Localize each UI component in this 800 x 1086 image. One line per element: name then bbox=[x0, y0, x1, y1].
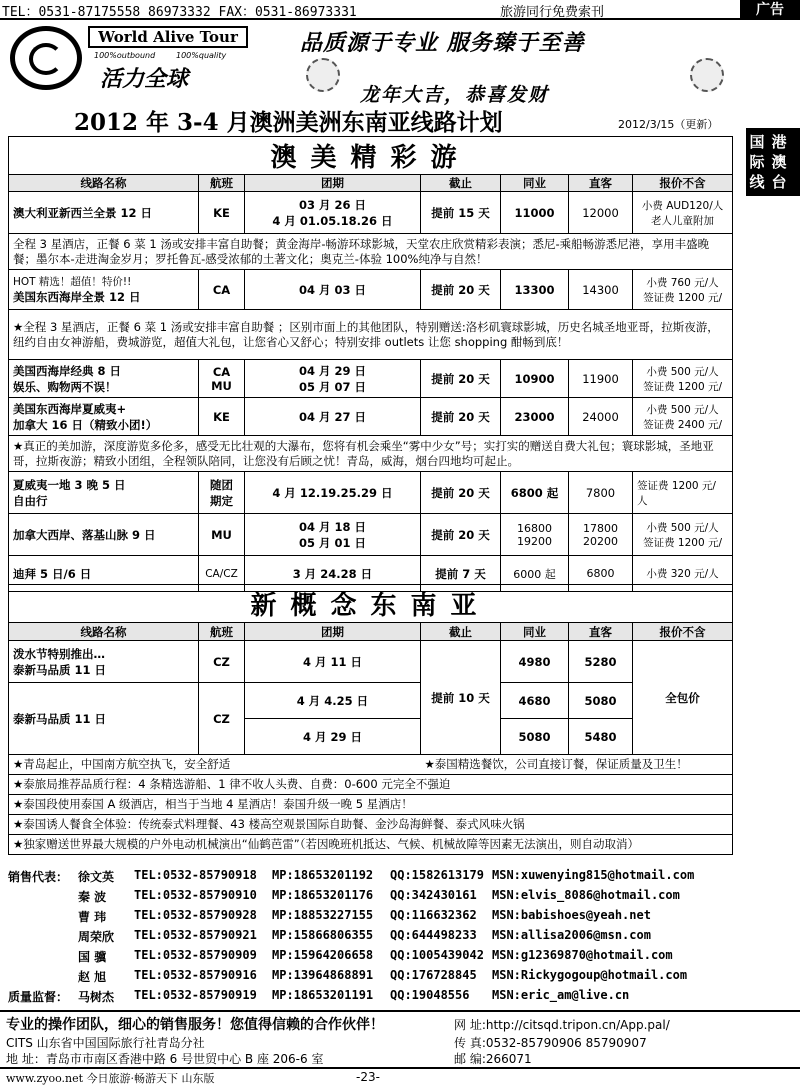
direct-price: 14300 bbox=[569, 270, 633, 310]
contact-tel: TEL:0532-85790921 bbox=[134, 928, 257, 942]
trade-price: 13300 bbox=[501, 270, 569, 310]
cutoff: 提前 10 天 bbox=[421, 641, 501, 755]
date: 4 月 12.19.25.29 日 bbox=[245, 472, 421, 514]
side-tag-char: 国 bbox=[749, 133, 765, 151]
southeast-asia-table bbox=[8, 584, 733, 855]
divider bbox=[0, 1010, 800, 1012]
route-name: 澳大利亚新西兰全景 12 日 bbox=[9, 192, 199, 234]
contact-line: TEL：0531-87175558 86973332 FAX：0531-86973331 bbox=[2, 5, 357, 20]
contact-msn: MSN:eric_am@live.cn bbox=[492, 988, 630, 1002]
trade-price: 4680 bbox=[501, 683, 569, 719]
page-title: 2012 年 3-4 月澳洲美洲东南亚线路计划 bbox=[74, 109, 503, 136]
section-title: 新概念东南亚 bbox=[9, 585, 733, 623]
contact-qq: QQ:1582613179 bbox=[390, 868, 484, 882]
flight: 期定 bbox=[210, 493, 233, 508]
col-header: 同业 bbox=[501, 623, 569, 641]
route-note: 全程 3 星酒店，正餐 6 菜 1 汤或安排丰富自助餐；黄金海岸-畅游环球影城，天堂农庄欣赏精彩表演；悉尼-乘船畅游悉尼港，享用丰盛晚餐；墨尔本-走进淘金岁月；罗托鲁瓦-感受浓郁的土著文化；奥克兰-体验 100%纯净与自然！ bbox=[9, 234, 733, 270]
date: 04 月 18 日 bbox=[298, 519, 367, 534]
col-header: 报价不含 bbox=[633, 623, 733, 641]
flight: 随团 bbox=[210, 477, 233, 492]
tagline: 专业的操作团队，细心的销售服务！您值得信赖的合作伙伴！ bbox=[6, 1017, 384, 1033]
excluded: 小费 320 元/人 bbox=[633, 556, 733, 592]
cutoff: 提前 20 天 bbox=[421, 398, 501, 436]
route-subtitle: 娱乐、购物两不误！ bbox=[13, 379, 117, 394]
route-subtitle: 自由行 bbox=[13, 493, 48, 508]
date: 3 月 24.28 日 bbox=[245, 556, 421, 592]
date: 03 月 26 日 bbox=[298, 197, 367, 212]
route-name: 泰新马品质 11 日 bbox=[13, 662, 107, 677]
company-name: CITS 山东省中国国际旅行社青岛分社 bbox=[6, 1036, 205, 1050]
trade-price: 11000 bbox=[501, 192, 569, 234]
route-note: ★泰国诱人餐食全体验：传统泰式料理餐、43 楼高空观景国际自助餐、金沙岛海鲜餐、泰式风味火锅 bbox=[9, 815, 733, 835]
flight: KE bbox=[199, 192, 245, 234]
excluded: 人 bbox=[637, 494, 648, 507]
ad-badge: 广告 bbox=[740, 0, 800, 20]
side-tag-char: 澳 bbox=[771, 153, 787, 171]
contact-name: 徐文英 bbox=[78, 870, 115, 884]
route-note: ★泰旅局推荐品质行程：4 条精选游船、1 律不收人头费、自费：0-600 元完全不强迫 bbox=[9, 775, 733, 795]
contact-row bbox=[8, 888, 798, 907]
col-header: 线路名称 bbox=[9, 623, 199, 641]
contact-tel: TEL:0532-85790918 bbox=[134, 868, 257, 882]
direct-price: 7800 bbox=[569, 472, 633, 514]
direct-price: 5280 bbox=[569, 641, 633, 683]
fax-number: 传 真:0532-85790906 85790907 bbox=[454, 1036, 647, 1050]
contact-name: 曹 玮 bbox=[78, 910, 107, 924]
contact-mobile: MP:18653201192 bbox=[272, 868, 374, 882]
cutoff: 提前 20 天 bbox=[421, 472, 501, 514]
flight: CZ bbox=[199, 683, 245, 755]
contact-tel: TEL:0532-85790909 bbox=[134, 948, 257, 962]
contact-row bbox=[8, 968, 798, 987]
contact-role: 销售代表： bbox=[8, 870, 69, 884]
col-header: 直客 bbox=[569, 175, 633, 192]
date: 4 月 29 日 bbox=[245, 719, 421, 755]
excluded: 小费 500 元/人 bbox=[646, 365, 719, 378]
date: 4 月 4.25 日 bbox=[245, 683, 421, 719]
table-row bbox=[9, 360, 733, 398]
excluded: 签证费 2400 元/ bbox=[643, 418, 723, 431]
page-number: -23- bbox=[356, 1070, 380, 1084]
contact-msn: MSN:Rickygogoup@hotmail.com bbox=[492, 968, 688, 982]
table-row bbox=[9, 192, 733, 234]
date: 05 月 07 日 bbox=[298, 379, 367, 394]
contact-tel: TEL:0532-85790928 bbox=[134, 908, 257, 922]
contact-qq: QQ:19048556 bbox=[390, 988, 470, 1002]
direct-price: 5080 bbox=[569, 683, 633, 719]
excluded: 小费 760 元/人 bbox=[646, 276, 719, 289]
slogan-newyear: 龙年大吉，恭喜发财 bbox=[360, 84, 550, 106]
route-note: ★青岛起止，中国南方航空执飞，安全舒适 bbox=[9, 755, 421, 775]
table-row bbox=[9, 270, 733, 310]
contact-row bbox=[8, 948, 798, 967]
top-bar bbox=[0, 0, 800, 20]
contact-mobile: MP:18853227155 bbox=[272, 908, 374, 922]
date: 05 月 01 日 bbox=[298, 535, 367, 550]
flight: KE bbox=[199, 398, 245, 436]
col-header: 团期 bbox=[245, 175, 421, 192]
brand-sub1: 100%outbound bbox=[94, 51, 156, 60]
contact-tel: TEL:0532-85790910 bbox=[134, 888, 257, 902]
contact-msn: MSN:xuwenying815@hotmail.com bbox=[492, 868, 695, 882]
route-note: ★泰国精选餐饮，公司直接订餐，保证质量及卫生！ bbox=[421, 755, 733, 775]
contact-qq: QQ:342430161 bbox=[390, 888, 477, 902]
contact-tel: TEL:0532-85790919 bbox=[134, 988, 257, 1002]
date: 4 月 11 日 bbox=[245, 641, 421, 683]
route-name: 加拿大西岸、落基山脉 9 日 bbox=[9, 514, 199, 556]
zip-code: 邮 编:266071 bbox=[454, 1052, 532, 1066]
route-name: 美国西海岸经典 8 日 bbox=[13, 363, 122, 378]
contact-msn: MSN:allisa2006@msn.com bbox=[492, 928, 651, 942]
brand-sub2: 100%quality bbox=[176, 51, 227, 60]
cutoff: 提前 15 天 bbox=[421, 192, 501, 234]
contact-row bbox=[8, 868, 798, 887]
flight: CA/CZ bbox=[199, 556, 245, 592]
contact-name: 秦 波 bbox=[78, 890, 107, 904]
contact-mobile: MP:15964206658 bbox=[272, 948, 374, 962]
trade-price: 4980 bbox=[501, 641, 569, 683]
excluded: 签证费 1200 元/ bbox=[643, 291, 723, 304]
website-link[interactable]: 网 址:http://citsqd.tripon.cn/App.pal/ bbox=[454, 1018, 670, 1032]
route-note: ★泰国段使用泰国 A 级酒店，相当于当地 4 星酒店！泰国升级一晚 5 星酒店！ bbox=[9, 795, 733, 815]
route-name: 泰新马品质 11 日 bbox=[9, 683, 199, 755]
route-name: 美国东西海岸全景 12 日 bbox=[13, 290, 141, 304]
col-header: 截止 bbox=[421, 175, 501, 192]
table-row bbox=[9, 683, 733, 719]
contact-msn: MSN:elvis_8086@hotmail.com bbox=[492, 888, 680, 902]
flight: CZ bbox=[199, 641, 245, 683]
direct-price: 6800 bbox=[569, 556, 633, 592]
route-note: ★真正的美加游，深度游览多伦多，感受无比壮观的大瀑布，您将有机会乘坐“雾中少女”号；实打实的赠送自费大礼包；寰球影城，圣地亚哥，拉斯夜游；精致小团组，全程领队陪同，让您没有后顾之忧！青岛，威海，烟台四地均可起止。 bbox=[9, 436, 733, 472]
date: 04 月 03 日 bbox=[245, 270, 421, 310]
trade-price: 16800 bbox=[517, 521, 552, 535]
direct-price: 17800 bbox=[583, 521, 618, 535]
contact-mobile: MP:18653201176 bbox=[272, 888, 374, 902]
contact-qq: QQ:116632362 bbox=[390, 908, 477, 922]
slogan-main: 品质源于专业 服务臻于至善 bbox=[300, 30, 585, 56]
contact-qq: QQ:644498233 bbox=[390, 928, 477, 942]
contact-row bbox=[8, 928, 798, 947]
excluded: 签证费 1200 元/ bbox=[643, 380, 723, 393]
footer-site: www.zyoo.net 今日旅游·畅游天下 山东版 bbox=[6, 1072, 215, 1085]
route-name: 迪拜 5 日/6 日 bbox=[9, 556, 199, 592]
side-tag-char: 线 bbox=[749, 173, 765, 191]
side-tag bbox=[746, 128, 800, 196]
route-subtitle: 加拿大 16 日（精致小团!） bbox=[13, 417, 158, 432]
route-subtitle: 泼水节特别推出… bbox=[13, 646, 105, 661]
contact-row bbox=[8, 908, 798, 927]
route-name: 夏威夷一地 3 晚 5 日 bbox=[13, 477, 126, 492]
excluded: 签证费 1200 元/ bbox=[643, 536, 723, 549]
col-header: 航班 bbox=[199, 623, 245, 641]
contact-name: 马树杰 bbox=[78, 990, 115, 1004]
company-address: 地 址：青岛市市南区香港中路 6 号世贸中心 B 座 206-6 室 bbox=[6, 1052, 324, 1066]
side-tag-char: 台 bbox=[771, 173, 787, 191]
contact-msn: MSN:babishoes@yeah.net bbox=[492, 908, 651, 922]
contact-name: 赵 旭 bbox=[78, 970, 107, 984]
trade-price: 23000 bbox=[501, 398, 569, 436]
col-header: 同业 bbox=[501, 175, 569, 192]
update-date: 2012/3/15（更新） bbox=[618, 118, 719, 131]
dragon-left-icon bbox=[306, 58, 340, 92]
hot-label: HOT 精选！超值！特价!! bbox=[13, 276, 132, 288]
contact-tel: TEL:0532-85790916 bbox=[134, 968, 257, 982]
direct-price: 24000 bbox=[569, 398, 633, 436]
col-header: 线路名称 bbox=[9, 175, 199, 192]
excluded: 小费 500 元/人 bbox=[646, 521, 719, 534]
excluded: 签证费 1200 元/ bbox=[637, 479, 716, 492]
date: 4 月 01.05.18.26 日 bbox=[272, 213, 393, 228]
table-row bbox=[9, 472, 733, 514]
side-tag-char: 港 bbox=[771, 133, 787, 151]
divider bbox=[0, 1067, 800, 1069]
excluded: 小费 500 元/人 bbox=[646, 403, 719, 416]
brand-cn: 活力全球 bbox=[100, 66, 189, 92]
contact-qq: QQ:1005439042 bbox=[390, 948, 484, 962]
dragon-right-icon bbox=[690, 58, 724, 92]
direct-price: 12000 bbox=[569, 192, 633, 234]
route-note: ★独家赠送世界最大规模的户外电动机械演出“仙鹤芭雷”（若因晚班机抵达、气候、机械故障等因素无法演出，则自动取消） bbox=[9, 835, 733, 855]
excluded: 老人儿童附加 bbox=[651, 214, 715, 227]
section-title: 澳美精彩游 bbox=[9, 137, 733, 175]
col-header: 航班 bbox=[199, 175, 245, 192]
trade-price: 6000 起 bbox=[501, 556, 569, 592]
cutoff: 提前 20 天 bbox=[421, 270, 501, 310]
trade-price: 5080 bbox=[501, 719, 569, 755]
all-inclusive-label: 全包价 bbox=[633, 641, 733, 755]
flight: MU bbox=[211, 378, 232, 393]
excluded: 小费 AUD120/人 bbox=[641, 199, 724, 212]
col-header: 直客 bbox=[569, 623, 633, 641]
contact-row bbox=[8, 988, 798, 1007]
america-australia-table bbox=[8, 136, 733, 592]
direct-price: 11900 bbox=[569, 360, 633, 398]
side-tag-char: 际 bbox=[749, 153, 765, 171]
flight: CA bbox=[199, 270, 245, 310]
flight: CA bbox=[212, 364, 231, 379]
col-header: 团期 bbox=[245, 623, 421, 641]
contact-mobile: MP:15866806355 bbox=[272, 928, 374, 942]
contact-mobile: MP:18653201191 bbox=[272, 988, 374, 1002]
table-row bbox=[9, 398, 733, 436]
logo-icon bbox=[10, 26, 82, 90]
flight: MU bbox=[199, 514, 245, 556]
free-catalog-text: 旅游同行免费索刊 bbox=[500, 5, 605, 20]
brand-name: World Alive Tour bbox=[88, 26, 248, 48]
route-note: ★全程 3 星酒店，正餐 6 菜 1 汤或安排丰富自助餐 ；区别市面上的其他团队，特别赠送:洛杉矶寰球影城，历史名城圣地亚哥，拉斯夜游，纽约自由女神游船，费城游览，超值大礼包，让您省心又舒心；特别安排 outlets 让您 shopping 酣畅到底！ bbox=[9, 310, 733, 360]
trade-price: 10900 bbox=[501, 360, 569, 398]
cutoff: 提前 20 天 bbox=[421, 360, 501, 398]
cutoff: 提前 20 天 bbox=[421, 514, 501, 556]
contact-name: 国 骥 bbox=[78, 950, 107, 964]
col-header: 报价不含 bbox=[633, 175, 733, 192]
route-name: 美国东西海岸夏威夷+ bbox=[13, 401, 127, 416]
contact-role: 质量监督： bbox=[8, 990, 69, 1004]
trade-price: 6800 起 bbox=[501, 472, 569, 514]
col-header: 截止 bbox=[421, 623, 501, 641]
date: 04 月 29 日 bbox=[298, 363, 367, 378]
table-row bbox=[9, 641, 733, 683]
direct-price: 5480 bbox=[569, 719, 633, 755]
contact-qq: QQ:176728845 bbox=[390, 968, 477, 982]
contact-mobile: MP:13964868891 bbox=[272, 968, 374, 982]
contact-name: 周荣欣 bbox=[78, 930, 115, 944]
cutoff: 提前 7 天 bbox=[421, 556, 501, 592]
direct-price: 20200 bbox=[583, 534, 618, 548]
date: 04 月 27 日 bbox=[245, 398, 421, 436]
trade-price: 19200 bbox=[517, 534, 552, 548]
table-row bbox=[9, 514, 733, 556]
contact-msn: MSN:g12369870@hotmail.com bbox=[492, 948, 673, 962]
